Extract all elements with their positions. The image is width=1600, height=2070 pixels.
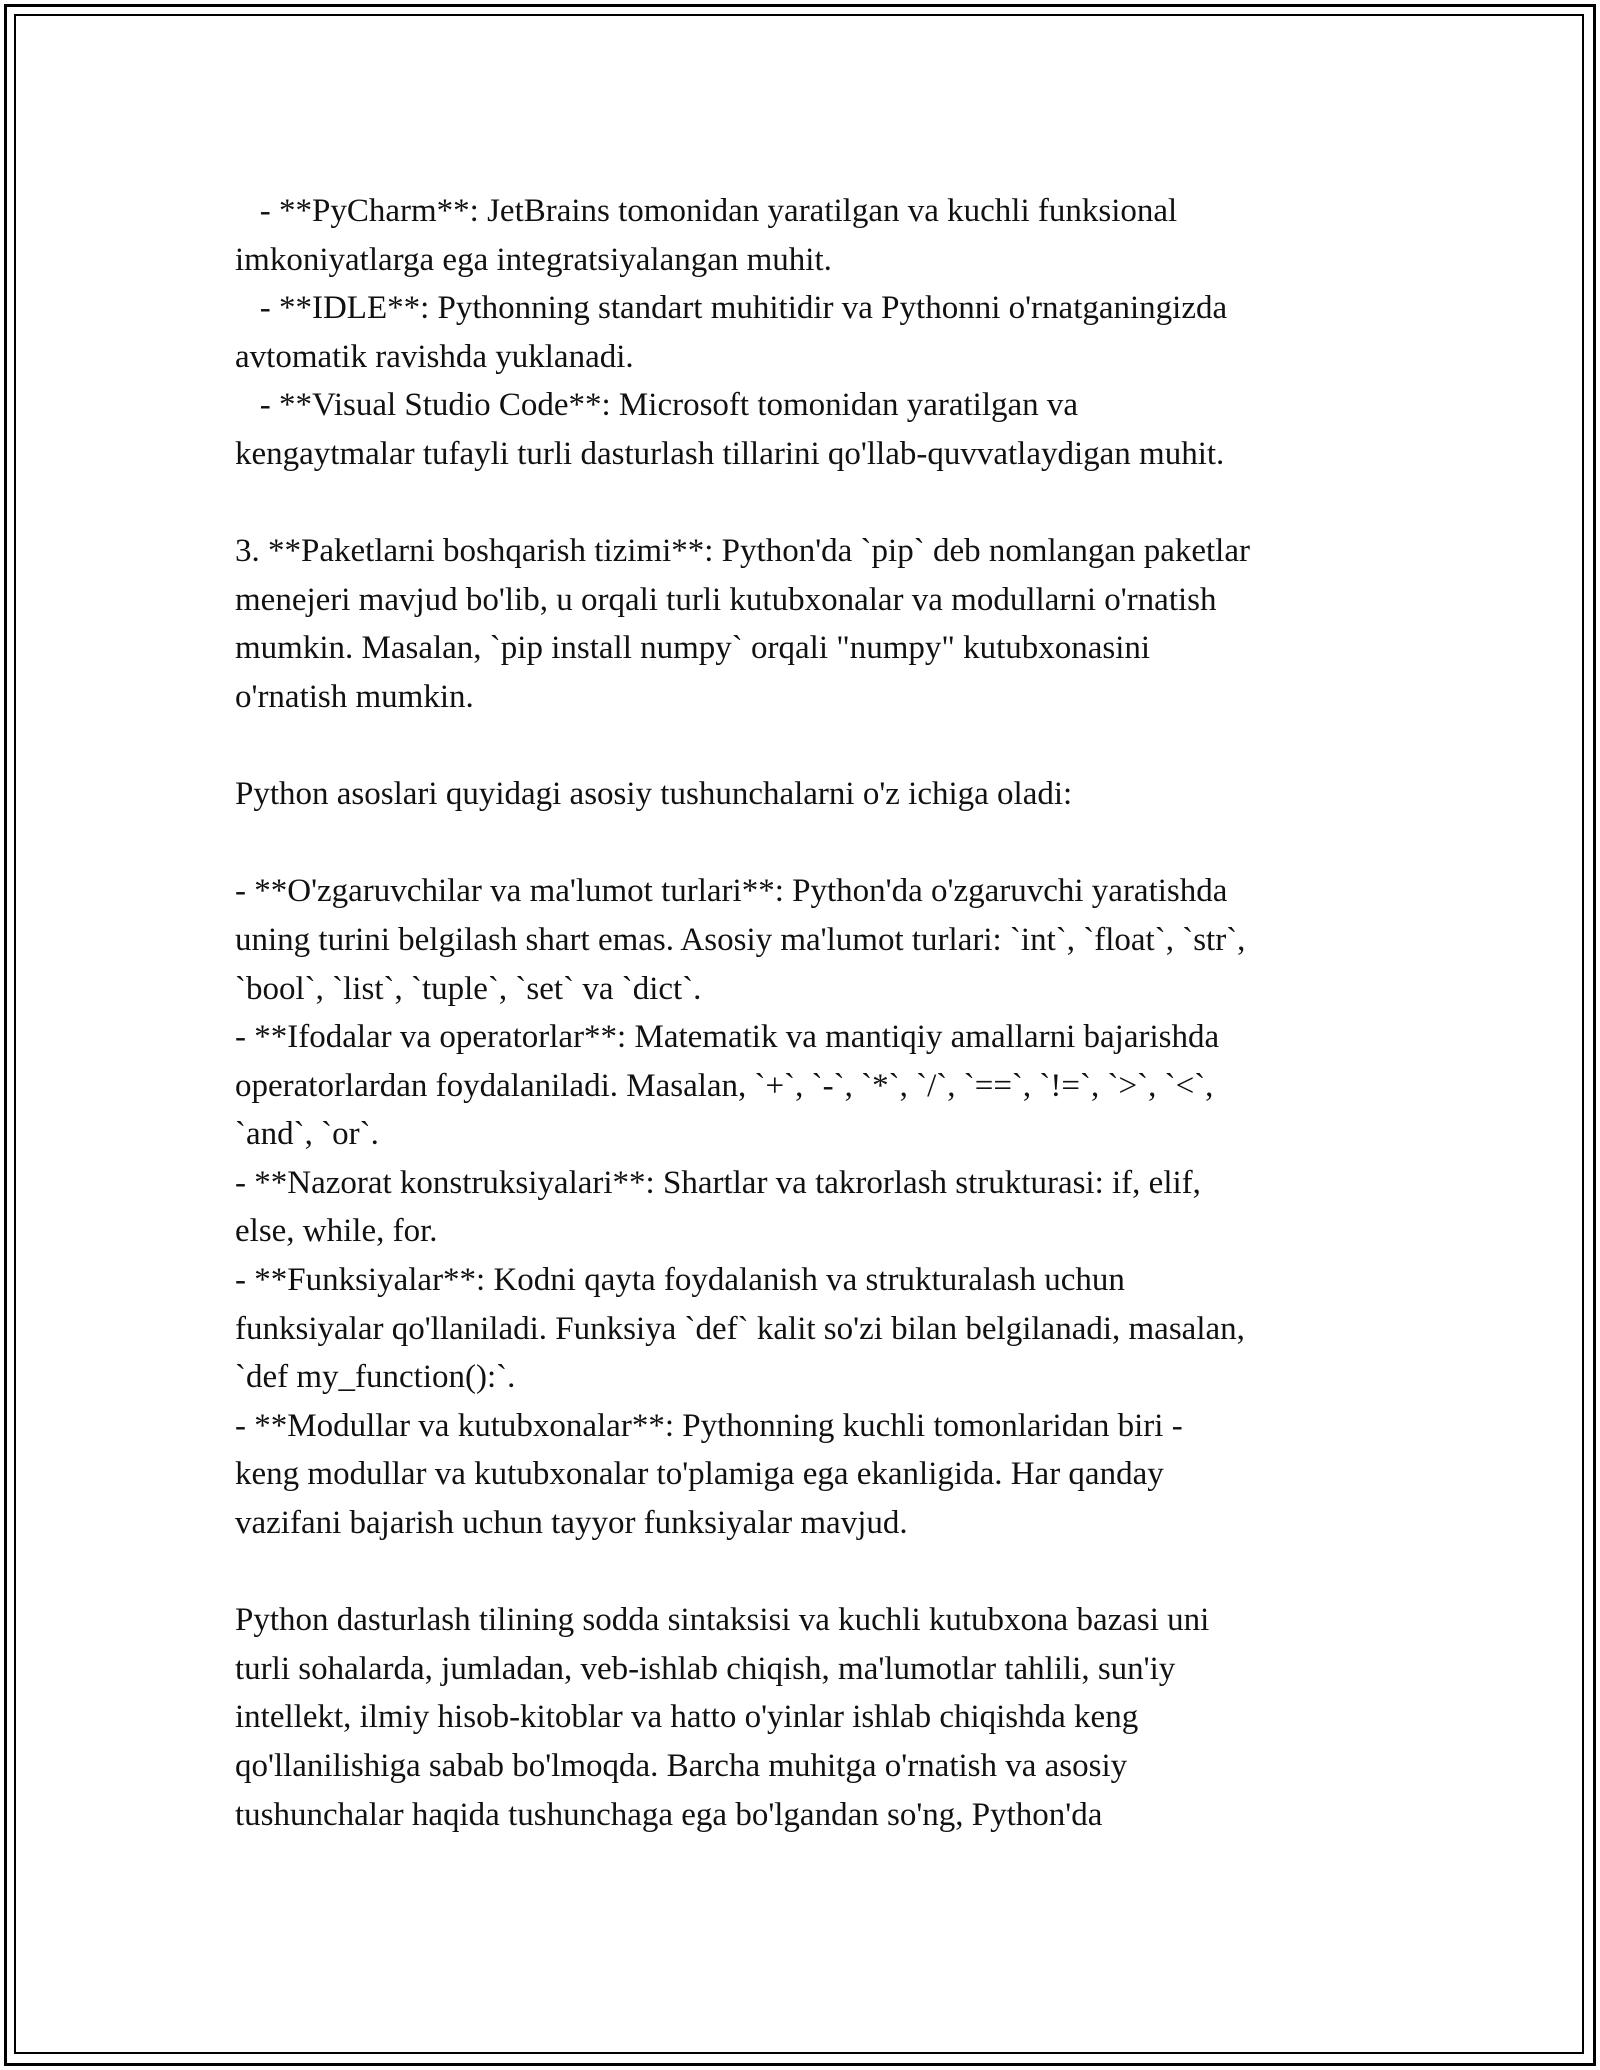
text-line: 3. **Paketlarni boshqarish tizimi**: Python'da `pip` deb nomlangan paketlar [235,533,1250,570]
text-line: - **IDLE**: Pythonning standart muhitidir va Pythonni o'rnatganingizda [235,290,1228,327]
document-body [235,187,1385,1839]
blank-line [235,722,1385,771]
blank-line [235,1548,1385,1597]
text-line: `def my_function():`. [235,1359,516,1396]
text-line: operatorlardan foydalaniladi. Masalan, `+`, `-`, `*`, `/`, `==`, `!=`, `>`, `<`, [235,1067,1214,1104]
text-line: uning turini belgilash shart emas. Asosiy ma'lumot turlari: `int`, `float`, `str`, [235,921,1246,958]
text-line: qo'llanilishiga sabab bo'lmoqda. Barcha muhitga o'rnatish va asosiy [235,1748,1128,1784]
text-line: imkoniyatlarga ega integratsiyalangan muhit. [235,241,832,278]
text-line: vazifani bajarish uchun tayyor funksiyalar mavjud. [235,1505,908,1542]
blank-line [235,479,1385,528]
text-line: mumkin. Masalan, `pip install numpy` orqali "numpy" kutubxonasini [235,630,1151,667]
text-line: keng modullar va kutubxonalar to'plamiga ega ekanligida. Har qanday [235,1456,1164,1493]
text-line: - **Visual Studio Code**: Microsoft tomonidan yaratilgan va [235,387,1079,424]
text-line: funksiyalar qo'llaniladi. Funksiya `def` kalit so'zi bilan belgilanadi, masalan, [235,1310,1245,1347]
text-line: `and`, `or`. [235,1116,379,1153]
text-line: - **O'zgaruvchilar va ma'lumot turlari**: Python'da o'zgaruvchi yaratishda [235,873,1228,910]
text-line: - **Nazorat konstruksiyalari**: Shartlar va takrorlash strukturasi: if, elif, [235,1164,1201,1201]
text-line: intellekt, ilmiy hisob-kitoblar va hatto o'yinlar ishlab chiqishda keng [235,1699,1139,1736]
text-line: Python asoslari quyidagi asosiy tushunchalarni o'z ichiga oladi: [235,776,1073,813]
text-line: else, while, for. [235,1213,438,1250]
text-line: kengaytmalar tufayli turli dasturlash tillarini qo'llab-quvvatlaydigan muhit. [235,435,1225,472]
text-line: turli sohalarda, jumladan, veb-ishlab chiqish, ma'lumotlar tahlili, sun'iy [235,1650,1176,1687]
blank-line [235,819,1385,868]
text-line: - **Modullar va kutubxonalar**: Pythonning kuchli tomonlaridan biri - [235,1407,1183,1444]
text-line: menejeri mavjud bo'lib, u orqali turli kutubxonalar va modullarni o'rnatish [235,581,1217,618]
text-line: avtomatik ravishda yuklanadi. [235,338,634,375]
text-line: o'rnatish mumkin. [235,678,474,715]
text-line: `bool`, `list`, `tuple`, `set` va `dict`. [235,970,702,1007]
text-line: - **Funksiyalar**: Kodni qayta foydalanish va strukturalash uchun [235,1262,1125,1299]
text-line: tushunchalar haqida tushunchaga ega bo'lgandan so'ng, Python'da [235,1796,1103,1833]
text-line: - **Ifodalar va operatorlar**: Matematik va mantiqiy amallarni bajarishda [235,1019,1220,1056]
text-line: Python dasturlash tilining sodda sintaksisi va kuchli kutubxona bazasi uni [235,1602,1210,1639]
text-line: - **PyCharm**: JetBrains tomonidan yaratilgan va kuchli funksional [235,193,1178,229]
